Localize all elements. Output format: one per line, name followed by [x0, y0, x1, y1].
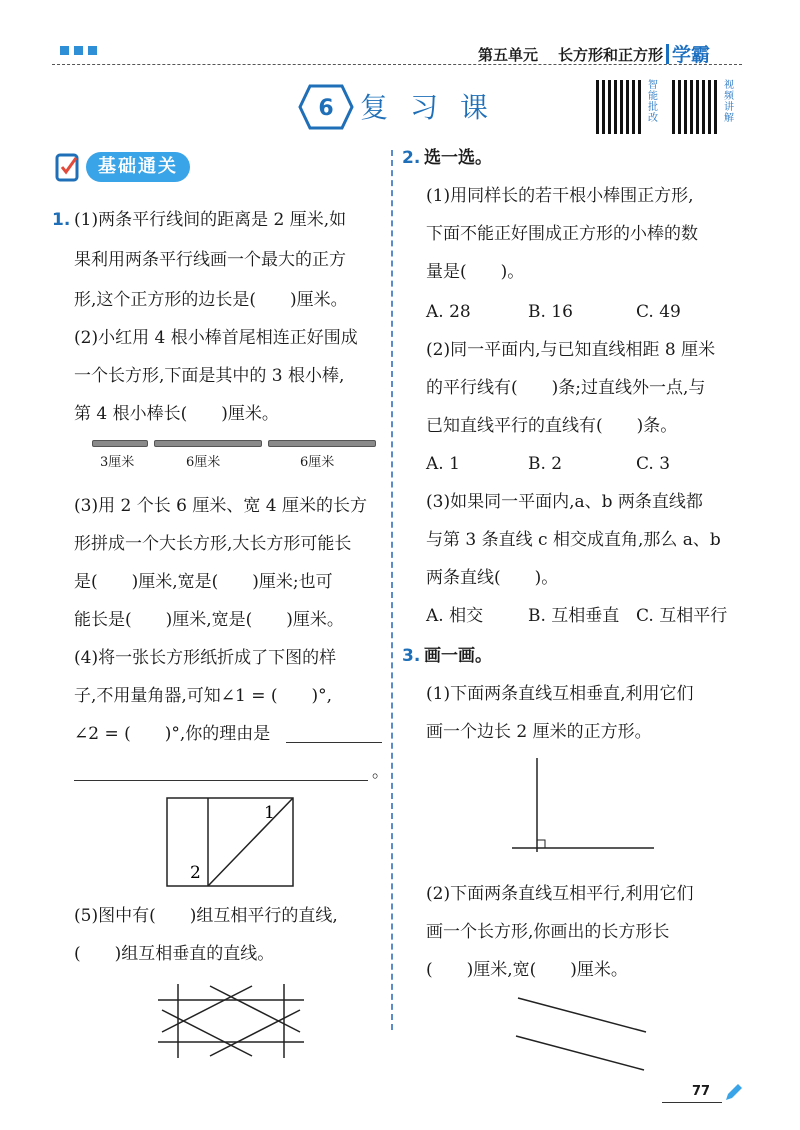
- option[interactable]: A. 28: [426, 302, 471, 322]
- q1-text: (2)小红用 4 根小棒首尾相连正好围成: [74, 328, 358, 348]
- footer-rule: [662, 1102, 722, 1103]
- option[interactable]: C. 互相平行: [636, 606, 728, 626]
- q1-text: (3)用 2 个长 6 厘米、宽 4 厘米的长方: [74, 496, 367, 516]
- header-decor-square: [74, 46, 83, 55]
- q2-text: 已知直线平行的直线有( )条。: [426, 416, 678, 436]
- header-unit: 第五单元: [478, 46, 539, 64]
- stick-6cm: [154, 440, 262, 447]
- pencil-icon: [722, 1082, 744, 1104]
- q1-text: 形,这个正方形的边长是( )厘米。: [74, 290, 348, 310]
- answer-blank[interactable]: [286, 742, 382, 743]
- question-2-number: 2.: [402, 148, 421, 168]
- q3-text: (1)下面两条直线互相垂直,利用它们: [426, 684, 694, 704]
- q2-text: 与第 3 条直线 c 相交成直角,那么 a、b: [426, 530, 721, 550]
- header-chapter: 长方形和正方形: [558, 46, 664, 64]
- question-1-number: 1.: [52, 210, 71, 230]
- option[interactable]: C. 49: [636, 302, 681, 322]
- option[interactable]: A. 1: [426, 454, 460, 474]
- q2-text: (1)用同样长的若干根小棒围正方形,: [426, 186, 694, 206]
- q1-text: 第 4 根小棒长( )厘米。: [74, 404, 279, 424]
- stick-6cm: [268, 440, 376, 447]
- q1-text: 形拼成一个大长方形,大长方形可能长: [74, 534, 352, 554]
- angle-2-label: 2: [190, 863, 201, 883]
- perpendicular-lines-diagram[interactable]: [508, 756, 658, 856]
- lines-diagram: [156, 980, 306, 1062]
- column-divider: [391, 150, 393, 1030]
- q1-text: (1)两条平行线间的距离是 2 厘米,如: [74, 210, 347, 230]
- option[interactable]: C. 3: [636, 454, 671, 474]
- section-badge: 基础通关: [86, 152, 190, 182]
- q1-text: ∠2 = ( )°,你的理由是: [74, 724, 271, 744]
- page-number: 77: [692, 1084, 711, 1099]
- stick-label: 6厘米: [300, 455, 335, 470]
- question-3-number: 3.: [402, 646, 421, 666]
- folded-paper-diagram: [160, 794, 300, 892]
- checklist-icon: [54, 150, 84, 184]
- brand-divider: [666, 44, 669, 64]
- q1-text: (5)图中有( )组互相平行的直线,: [74, 906, 338, 926]
- q3-heading: 画一画。: [424, 646, 492, 666]
- q1-text: (4)将一张长方形纸折成了下图的样: [74, 648, 337, 668]
- q1-text: 是( )厘米,宽是( )厘米;也可: [74, 572, 333, 592]
- lesson-number: 6: [318, 96, 334, 121]
- qr-label-grading: 智能批改: [648, 80, 658, 124]
- q3-text: 画一个长方形,你画出的长方形长: [426, 922, 670, 942]
- q2-text: 下面不能正好围成正方形的小棒的数: [426, 224, 698, 244]
- q1-text: ( )组互相垂直的直线。: [74, 944, 275, 964]
- qr-label-video: 视频讲解: [724, 80, 734, 124]
- page-title: 复习课: [360, 91, 511, 124]
- option[interactable]: A. 相交: [426, 606, 484, 626]
- qr-code-video[interactable]: [672, 80, 720, 134]
- header-rule: [52, 64, 742, 65]
- header-decor-square: [60, 46, 69, 55]
- q2-text: (3)如果同一平面内,a、b 两条直线都: [426, 492, 703, 512]
- stick-label: 6厘米: [186, 455, 221, 470]
- q3-text: ( )厘米,宽( )厘米。: [426, 960, 628, 980]
- q3-text: (2)下面两条直线互相平行,利用它们: [426, 884, 694, 904]
- header-decor-square: [88, 46, 97, 55]
- answer-blank[interactable]: [74, 780, 368, 781]
- option[interactable]: B. 16: [528, 302, 573, 322]
- q2-text: 的平行线有( )条;过直线外一点,与: [426, 378, 706, 398]
- stick-label: 3厘米: [100, 455, 135, 470]
- q1-text: 子,不用量角器,可知∠1 = ( )°,: [74, 686, 333, 706]
- lesson-number-badge: [296, 82, 356, 132]
- option[interactable]: B. 2: [528, 454, 563, 474]
- q1-period: 。: [372, 762, 389, 782]
- q2-text: (2)同一平面内,与已知直线相距 8 厘米: [426, 340, 716, 360]
- brand-logo: 学霸: [672, 44, 711, 66]
- q1-text: 能长是( )厘米,宽是( )厘米。: [74, 610, 344, 630]
- parallel-lines-diagram[interactable]: [512, 994, 652, 1074]
- stick-3cm: [92, 440, 148, 447]
- q2-heading: 选一选。: [424, 148, 492, 168]
- q1-text: 果利用两条平行线画一个最大的正方: [74, 250, 346, 270]
- q3-text: 画一个边长 2 厘米的正方形。: [426, 722, 652, 742]
- qr-code-grading[interactable]: [596, 80, 644, 134]
- q2-text: 量是( )。: [426, 262, 525, 282]
- option[interactable]: B. 互相垂直: [528, 606, 620, 626]
- q1-text: 一个长方形,下面是其中的 3 根小棒,: [74, 366, 345, 386]
- angle-1-label: 1: [264, 803, 275, 823]
- q2-text: 两条直线( )。: [426, 568, 559, 588]
